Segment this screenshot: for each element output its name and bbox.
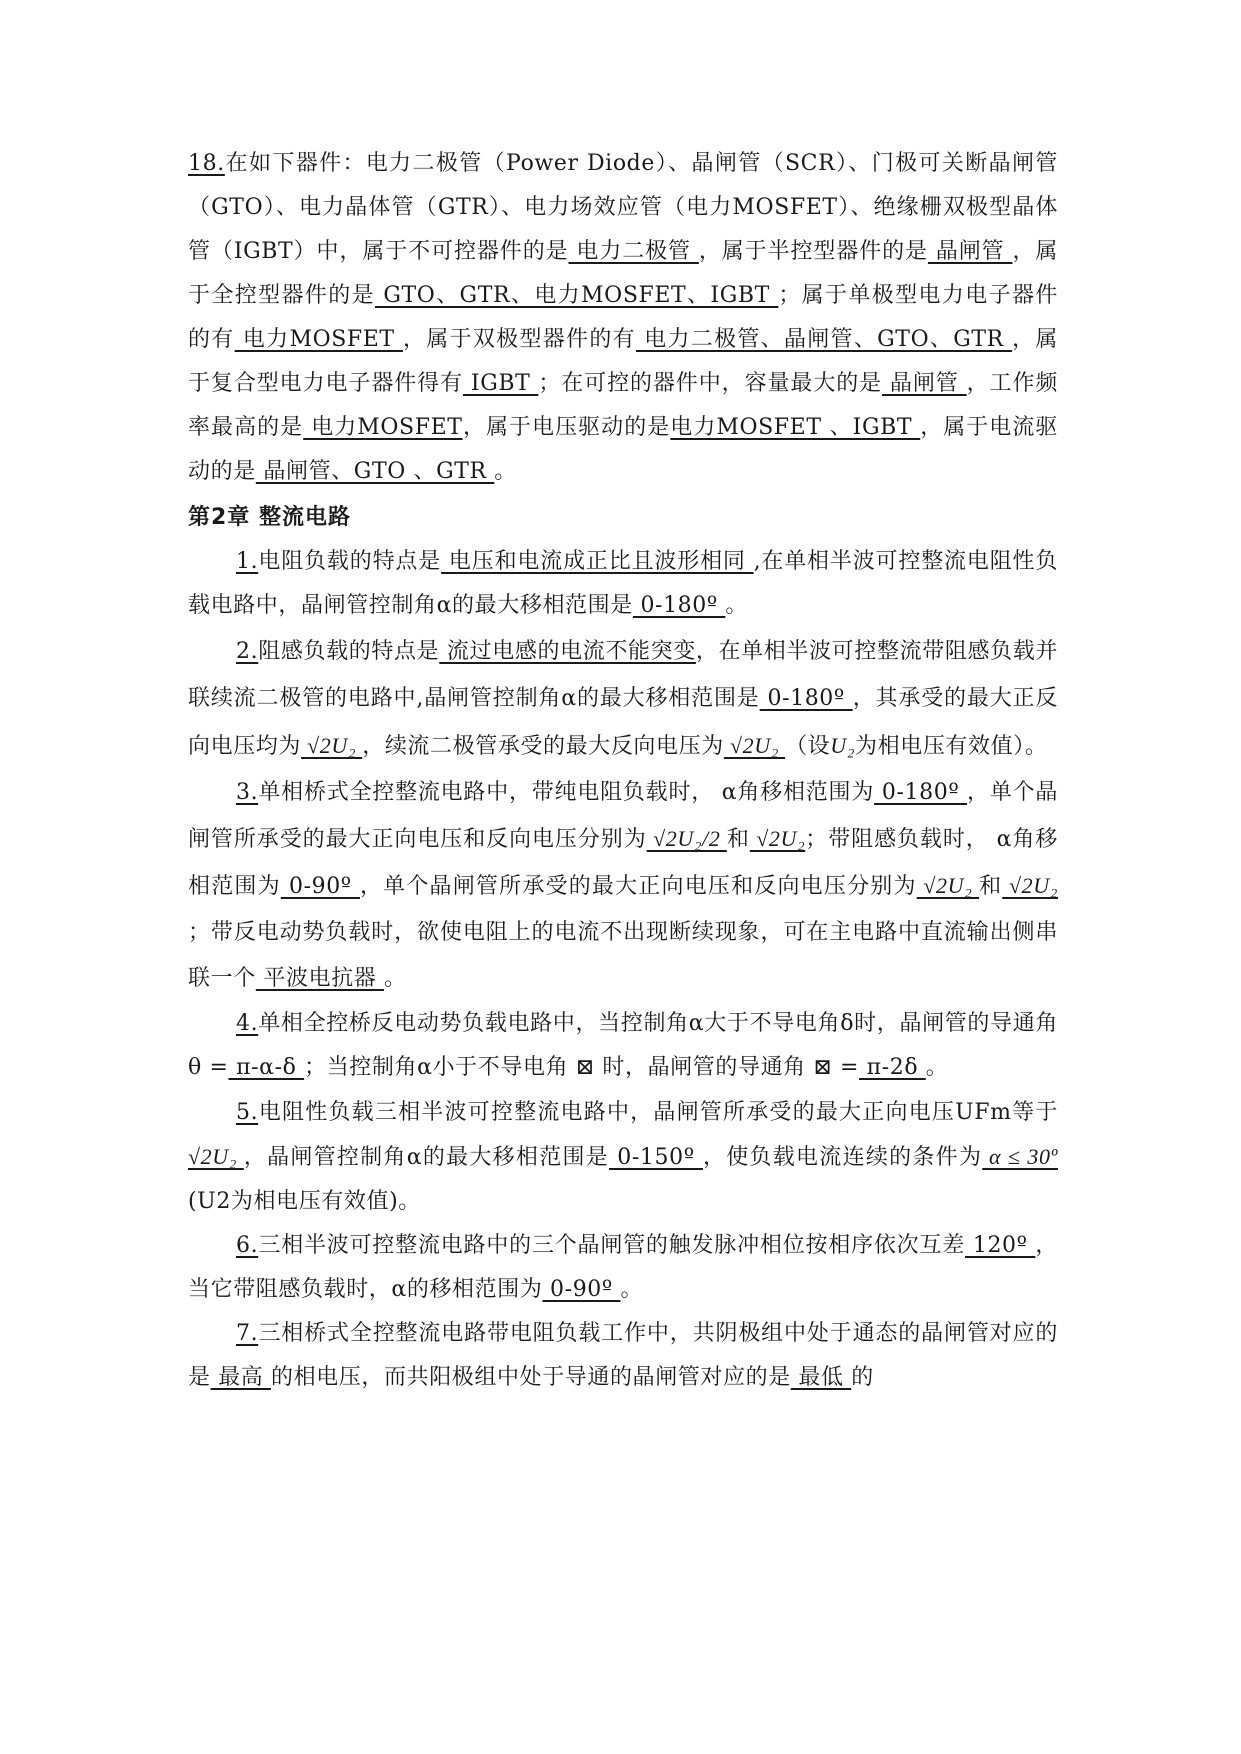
question-text: 。 — [494, 459, 517, 484]
answer-blank: 0-90º — [280, 874, 360, 899]
question-4 — [188, 1002, 1058, 1090]
voltage-symbol: U₂ — [830, 733, 856, 758]
question-number: 18. — [188, 151, 225, 176]
question-text: ；带反电动势负载时，欲使电阻上的电流不出现断续现象，可在主电路中直流输出侧串联一个 — [188, 920, 1058, 991]
question-text: 三相桥式全控整流电路带电阻负载工作中，共阴极组中处于通态的晶闸管对应的是 — [188, 1321, 1058, 1390]
question-text: ，单个晶闸管所承受的最大正向电压和反向电压分别为 — [188, 780, 1058, 852]
question-text: ，其承受的最大正反向电压均为 — [188, 686, 1058, 759]
question-text: ，晶闸管控制角α的最大移相范围是 — [243, 1145, 610, 1170]
question-text: 和 — [979, 874, 1003, 899]
answer-blank: 晶闸管 — [927, 239, 1013, 264]
question-text: 电阻性负载三相半波可控整流电路中，晶闸管所承受的最大正向电压UFm等于 — [258, 1100, 1058, 1125]
question-text: ，续流二极管承受的最大反向电压为 — [362, 734, 724, 759]
answer-blank: π-2δ — [859, 1055, 926, 1080]
answer-blank: √2U₂ — [749, 826, 806, 851]
answer-blank: 电力MOSFET 、IGBT — [670, 415, 921, 440]
answer-blank: √2U₂/2 — [646, 826, 727, 851]
question-number: 3. — [236, 780, 259, 805]
answer-blank: √2U₂ — [916, 873, 980, 898]
question-text: ；带阻感负载时， α角移相范围为 — [188, 827, 1058, 899]
question-text: 和 — [726, 827, 750, 852]
answer-blank: 流过电感的电流不能突变 — [439, 639, 696, 664]
answer-blank: √2U₂ — [301, 733, 363, 758]
question-text: 。 — [620, 1277, 644, 1302]
question-text: ,在单相半波可控整流电阻性负载电路中，晶闸管控制角α的最大移相范围是 — [188, 549, 1058, 618]
question-2 — [188, 628, 1058, 770]
document-body — [188, 142, 1058, 1400]
question-text: 。 — [725, 593, 749, 618]
answer-blank: IGBT — [463, 371, 539, 396]
question-text: 单相桥式全控整流电路中，带纯电阻负载时， α角移相范围为 — [258, 780, 875, 805]
answer-blank: π-α-δ — [228, 1055, 305, 1080]
answer-blank: 电力MOSFET — [234, 327, 403, 352]
question-number: 4. — [236, 1011, 259, 1036]
question-text: ，属于电流驱动的是 — [188, 415, 1058, 484]
question-text: ，属于半控型器件的是 — [698, 239, 928, 264]
answer-blank: 晶闸管 — [882, 371, 967, 396]
question-number: 2. — [236, 639, 259, 664]
question-7 — [188, 1312, 1058, 1400]
answer-blank: 0-180º — [632, 593, 726, 618]
question-3 — [188, 770, 1058, 1002]
answer-blank: 0-150º — [609, 1145, 703, 1170]
answer-blank: √2U₂ — [1002, 873, 1058, 898]
question-text: 阻感负载的特点是 — [258, 639, 440, 664]
answer-blank: √2U₂ — [188, 1144, 244, 1169]
question-text: ，属于全控型器件的是 — [188, 239, 1058, 308]
question-text: ，在单相半波可控整流带阻感负载并联续流二极管的电路中,晶闸管控制角α的最大移相范围是 — [188, 639, 1058, 711]
answer-blank: 晶闸管、GTO 、GTR — [255, 459, 495, 484]
question-text: (U2为相电压有效值)。 — [188, 1189, 421, 1214]
answer-blank: 0-180º — [759, 686, 853, 711]
answer-blank: 0-180º — [874, 780, 968, 805]
question-text: ，使负载电流连续的条件为 — [702, 1145, 983, 1170]
question-text: ，当它带阻感负载时，α的移相范围为 — [188, 1233, 1058, 1302]
question-text: 在如下器件：电力二极管（Power Diode）、晶闸管（SCR）、门极可关断晶闸管（GTO）、电力晶体管（GTR）、电力场效应管（电力MOSFET）、绝缘栅双极型晶体管（IGBT）中，属于不可控器件的是 — [188, 151, 1058, 264]
question-text: 三相半波可控整流电路中的三个晶闸管的触发脉冲相位按相序依次互差 — [258, 1233, 966, 1258]
question-text: ；属于单极型电力电子器件的有 — [188, 283, 1058, 352]
question-text: 。 — [925, 1055, 949, 1080]
question-number: 7. — [236, 1321, 259, 1346]
question-text: 的相电压，而共阳极组中处于导通的晶闸管对应的是 — [271, 1365, 791, 1390]
question-text: 。 — [384, 966, 407, 991]
question-text: （设 — [785, 734, 831, 759]
answer-blank: α ≤ 30º — [982, 1144, 1058, 1169]
answer-blank: 电压和电流成正比且波形相同 — [441, 549, 754, 574]
question-text: ；当控制角α小于不导电角 ⊠ 时，晶闸管的导通角 ⊠ = — [304, 1055, 860, 1080]
answer-blank: 平波电抗器 — [255, 966, 384, 991]
question-number: 5. — [236, 1100, 259, 1125]
answer-blank: 最低 — [790, 1365, 852, 1390]
answer-blank: √2U₂ — [723, 733, 786, 758]
question-text: ，工作频率最高的是 — [188, 371, 1058, 440]
question-18 — [188, 142, 1058, 494]
answer-blank: 最高 — [210, 1365, 271, 1390]
question-number: 6. — [236, 1233, 259, 1258]
question-number: 1. — [236, 549, 259, 574]
question-text: 的 — [851, 1365, 874, 1390]
question-6 — [188, 1224, 1058, 1312]
question-text: ，属于复合型电力电子器件得有 — [188, 327, 1059, 396]
question-text: ，单个晶闸管所承受的最大正向电压和反向电压分别为 — [359, 874, 917, 899]
question-text: 电阻负载的特点是 — [258, 549, 442, 574]
answer-blank: 电力二极管 — [568, 239, 699, 264]
question-text: ，属于双极型器件的有 — [402, 327, 636, 352]
chapter-heading: 第2章 整流电路 — [188, 505, 351, 530]
question-5 — [188, 1090, 1058, 1224]
answer-blank: 电力MOSFET — [303, 415, 463, 440]
answer-blank: 120º — [965, 1233, 1036, 1258]
question-text: 为相电压有效值）。 — [855, 734, 1048, 759]
question-1 — [188, 540, 1058, 628]
answer-blank: GTO、GTR、电力MOSFET、IGBT — [374, 283, 779, 308]
answer-blank: 0-90º — [542, 1277, 621, 1302]
question-text: 单相全控桥反电动势负载电路中，当控制角α大于不导电角δ时，晶闸管的导通角θ = — [188, 1011, 1058, 1080]
answer-blank: 电力二极管、晶闸管、GTO、GTR — [635, 327, 1013, 352]
question-text: ，属于电压驱动的是 — [462, 415, 671, 440]
question-text: ；在可控的器件中，容量最大的是 — [538, 371, 883, 396]
